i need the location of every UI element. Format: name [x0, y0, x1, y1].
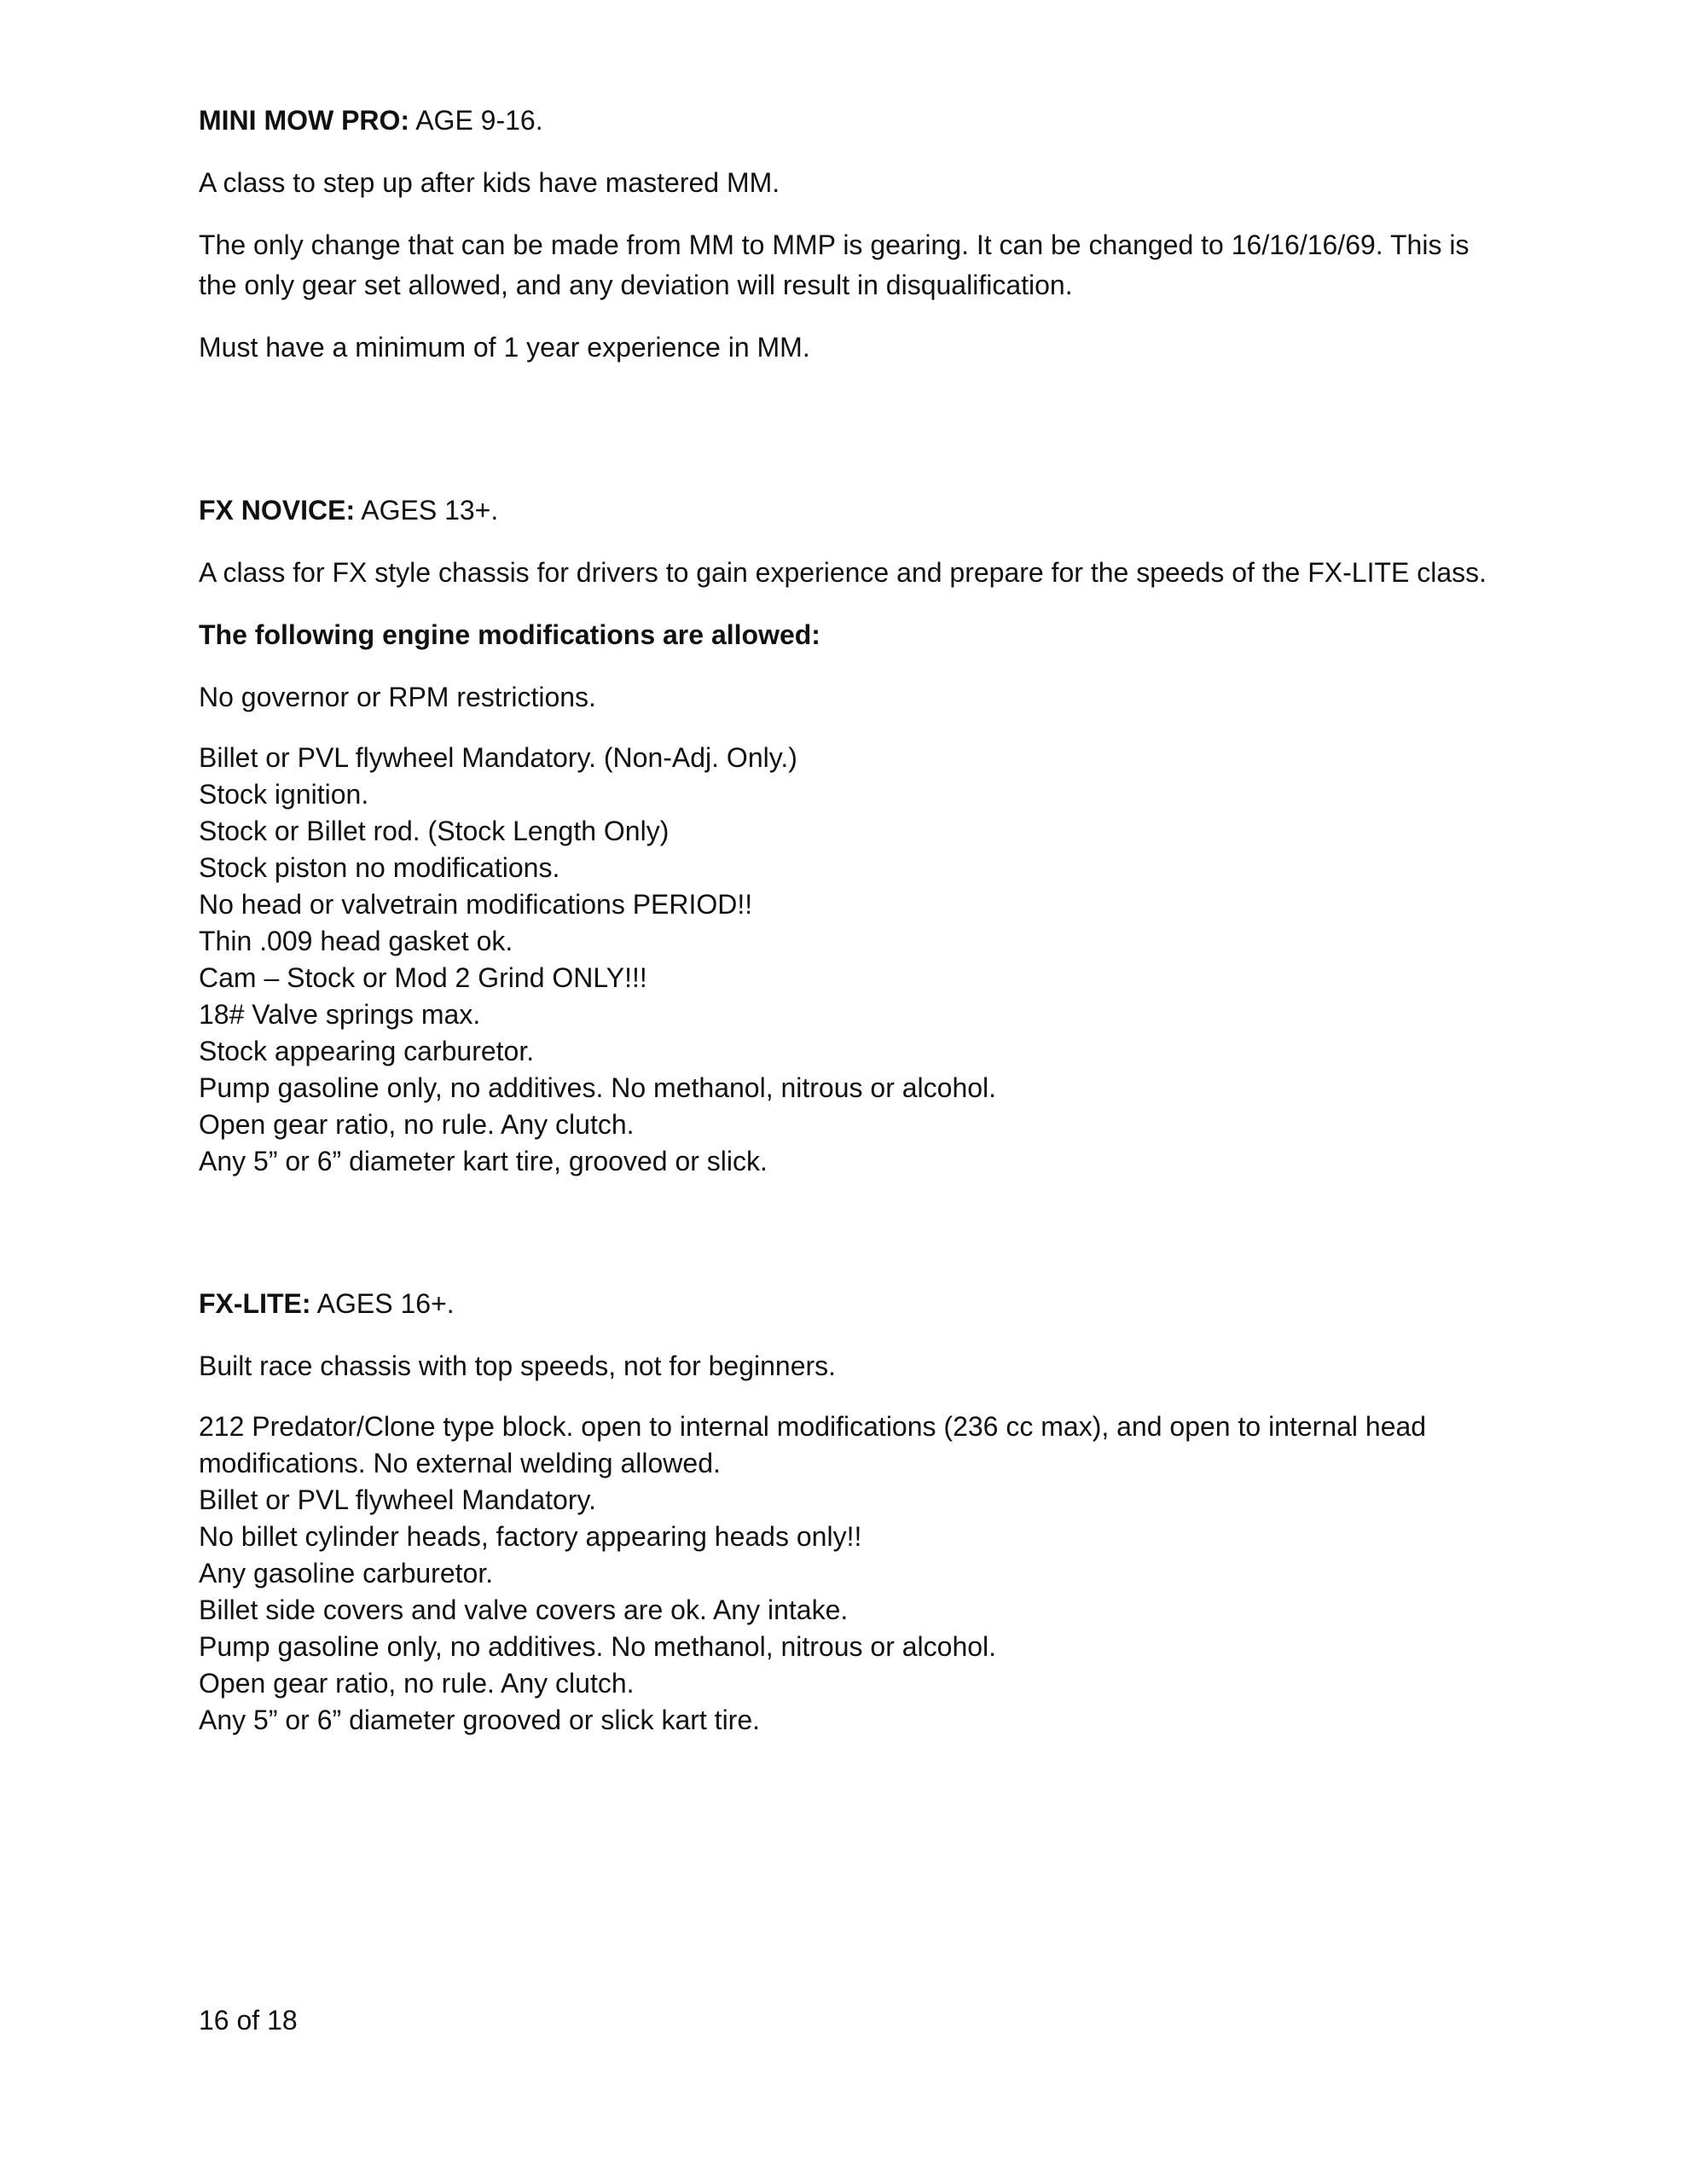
fx-novice-rule: Thin .009 head gasket ok. [199, 926, 513, 956]
fx-novice-rule: 18# Valve springs max. [199, 999, 481, 1030]
fx-lite-title: FX-LITE: [199, 1288, 311, 1319]
fx-novice-rule: No head or valvetrain modifications PERIOD!! [199, 889, 753, 920]
mini-mow-pro-gearing: The only change that can be made from MM to MMP is gearing. It can be changed to 16/16/16/69. This is the only gear set allowed, and any deviation will result in disqualification. [199, 229, 1470, 300]
fx-novice-title: FX NOVICE: [199, 495, 356, 526]
mini-mow-pro-intro: A class to step up after kids have mastered MM. [199, 167, 780, 198]
mini-mow-pro-age: AGE 9-16. [409, 105, 543, 136]
fx-novice-mods-heading: The following engine modifications are allowed: [199, 619, 820, 650]
fx-lite-rule: Billet or PVL flywheel Mandatory. [199, 1484, 596, 1515]
section-spacer [199, 390, 1512, 491]
fx-lite-rule: Billet side covers and valve covers are ok. Any intake. [199, 1594, 849, 1625]
fx-novice-intro: A class for FX style chassis for drivers to gain experience and prepare for the speeds of the FX-LITE class. [199, 557, 1487, 588]
section-spacer [199, 1202, 1512, 1284]
fx-lite-age: AGES 16+. [310, 1288, 455, 1319]
fx-novice-rule: Any 5” or 6” diameter kart tire, grooved or slick. [199, 1146, 768, 1176]
fx-novice-rule: Stock appearing carburetor. [199, 1036, 535, 1066]
fx-novice-governor: No governor or RPM restrictions. [199, 682, 596, 712]
mini-mow-pro-heading [199, 101, 1512, 141]
page-number: 16 of 18 [199, 2005, 298, 2036]
fx-novice-rule: Pump gasoline only, no additives. No methanol, nitrous or alcohol. [199, 1072, 997, 1103]
fx-novice-age: AGES 13+. [355, 495, 499, 526]
mini-mow-pro-experience: Must have a minimum of 1 year experience in MM. [199, 332, 810, 363]
fx-lite-intro: Built race chassis with top speeds, not for beginners. [199, 1350, 837, 1381]
fx-lite-rule: No billet cylinder heads, factory appearing heads only!! [199, 1521, 862, 1552]
fx-novice-rule: Stock or Billet rod. (Stock Length Only) [199, 816, 670, 846]
fx-novice-rule: Open gear ratio, no rule. Any clutch. [199, 1109, 635, 1140]
fx-lite-rule: Any 5” or 6” diameter grooved or slick kart tire. [199, 1705, 761, 1735]
fx-lite-rule: Open gear ratio, no rule. Any clutch. [199, 1668, 635, 1699]
fx-novice-rules-list [199, 740, 1512, 1180]
fx-novice-heading [199, 491, 1512, 531]
mini-mow-pro-title: MINI MOW PRO: [199, 105, 410, 136]
fx-lite-rule: Pump gasoline only, no additives. No methanol, nitrous or alcohol. [199, 1631, 997, 1662]
fx-lite-block-rule: 212 Predator/Clone type block. open to internal modifications (236 cc max), and open to internal head modifications. No external welding allowed. [199, 1411, 1427, 1478]
fx-lite-rule: Any gasoline carburetor. [199, 1558, 494, 1589]
fx-novice-rule: Cam – Stock or Mod 2 Grind ONLY!!! [199, 962, 647, 993]
fx-novice-rule: Stock piston no modifications. [199, 852, 560, 883]
page-content [199, 101, 1512, 1761]
fx-lite-rules-list [199, 1409, 1512, 1739]
fx-novice-rule: Billet or PVL flywheel Mandatory. (Non-Adj. Only.) [199, 742, 797, 773]
fx-lite-heading [199, 1284, 1512, 1324]
fx-novice-rule: Stock ignition. [199, 779, 369, 810]
